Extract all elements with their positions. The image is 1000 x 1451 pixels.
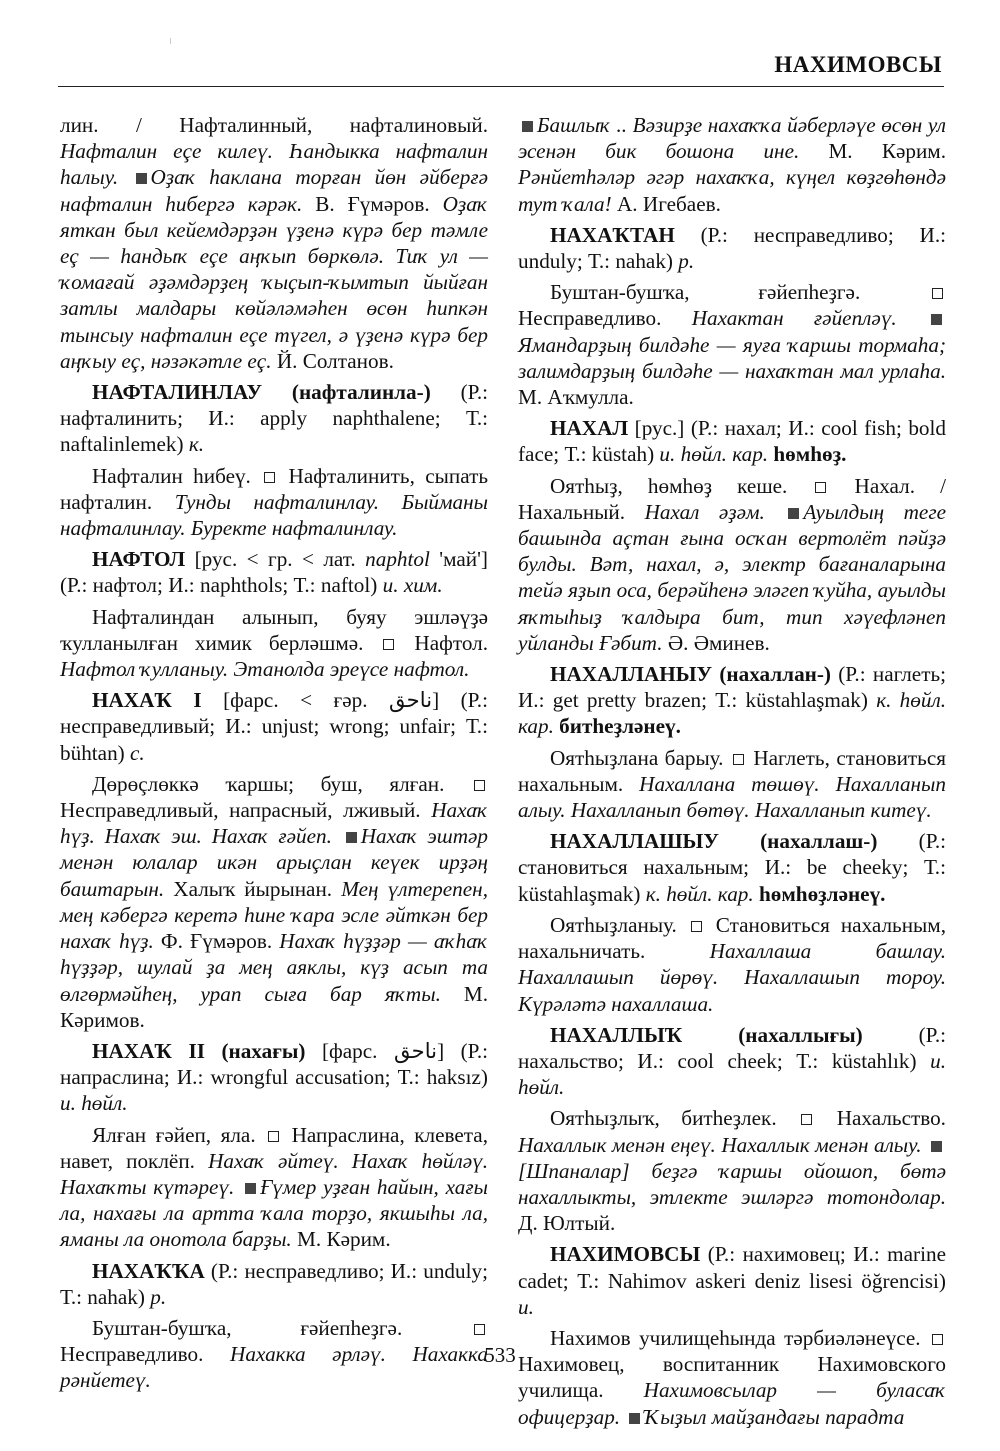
- entry-continuation: [60, 112, 488, 374]
- definition-text: Буштан-бушҡа, ғәйепһеҙгә.: [550, 280, 929, 305]
- citation-author: М. Кәрим.: [799, 139, 946, 164]
- definition-text: Нафталиндан алынып, буяу эшләүҙә ҡулланылған химик берләшмә.: [60, 604, 488, 655]
- entry-continuation: [518, 112, 946, 217]
- entry-header: [60, 1258, 488, 1310]
- example-text: Нафталин еçе килеү. Һандыкка нафталин һалыу.: [60, 139, 488, 190]
- entry-header: [60, 687, 488, 766]
- translations: [рус.] (Р.: нахал; И.: cool fish; bold face; Т.: küstah): [518, 416, 946, 467]
- arabic-word: ناحق: [388, 688, 433, 713]
- example-text: Нахаҡ эштәр менән юлалар икән арыçлан кеүек ирҙәң баштарын.: [60, 824, 488, 901]
- citation-author: В. Ғүмәров.: [302, 191, 443, 216]
- headword: НАФТОЛ: [92, 547, 186, 572]
- entry-body: [60, 604, 488, 683]
- russian-equivalent: Несправедливо.: [60, 1342, 231, 1367]
- citation-marker-icon: [245, 1183, 256, 1194]
- example-text: Оҙаҡ яткан был кейемдәрҙән үҙенә күрә бер тәмле еç — һандыҡ еçе аңҡып бөркөлә. Тиҡ ул — ҡомағай әҙәмдәрҙең ҡыҫып-ҡымтып йыйған затлы малдары көйәләмәһен өсөн һипкән тынсыу нафталин еçе түгел, ә үҙенә күрә бер аңҡыу еç, нәзәкәтле еç.: [60, 191, 488, 373]
- definition-text: Оятһыҙлана барыу.: [550, 745, 730, 770]
- definition-text: Буштан-бушҡа, ғәйепһеҙгә.: [92, 1315, 471, 1340]
- example-text: Оҙаҡ һаклана торған йөн әйберғә нафталин һибергә кәрәк.: [60, 165, 489, 216]
- russian-equivalent: Нафталинить, сыпать нафталин.: [60, 463, 488, 514]
- entry-header: [518, 222, 946, 274]
- russian-equivalent: Нахальство.: [815, 1106, 946, 1131]
- grammar-mark: и.: [518, 1294, 534, 1319]
- russian-equivalent: Нафтол.: [397, 630, 488, 655]
- entry-body: [518, 279, 946, 410]
- example-text: Ауылдың теге башында аçтан ғына осҡан вертолёт пәйҙә булды. Вәт, нахал, ә, электр бағаналарына тейә яҙып оса, берәйһенә эләгеп ҡуйһа, ауылды яҡтыһыҙ ҡалдыра бит, тип хәүефләнеп уйланды Ғәбит.: [518, 499, 946, 655]
- russian-equivalent: Напраслина, клевета, навет, поклёп.: [60, 1122, 489, 1173]
- russian-equivalent: Нахал. / Нахальный.: [518, 473, 946, 524]
- definition-text: Оятһыҙ, һөмһөҙ кеше.: [550, 473, 813, 498]
- translations: (Р.: наглеть; И.: get pretty brazen; Т.: küstahlaşmak): [518, 662, 946, 713]
- square-marker-icon: [474, 780, 485, 791]
- square-marker-icon: [733, 754, 744, 765]
- square-marker-icon: [691, 921, 702, 932]
- citation-marker-icon: [931, 1141, 942, 1152]
- citation-marker-icon: [931, 314, 942, 325]
- example-text: Ямандарҙың билдәһе — яуға ҡаршы тормаһа; залимдарҙың билдәһе — нахаҡтан мал урлаһа.: [518, 332, 946, 383]
- citation-author: Д. Юлтый.: [518, 1211, 616, 1236]
- entry-body: [518, 1105, 946, 1236]
- citation-author: Ф. Ғүмәров.: [153, 929, 280, 954]
- square-marker-icon: [383, 639, 394, 650]
- headword: НАФТАЛИНЛАУ (нафталинла-): [92, 380, 431, 405]
- square-marker-icon: [815, 482, 826, 493]
- example-text: Рәнйетһәләр әгәр нахаҡҡа, күңел көҙгөһөндә тут ҡала!: [518, 165, 946, 216]
- citation-marker-icon: [788, 508, 799, 519]
- square-marker-icon: [474, 1324, 485, 1335]
- page-number: 533: [484, 1343, 516, 1367]
- square-marker-icon: [932, 288, 943, 299]
- russian-equivalent: Наглеть, становиться нахальным.: [518, 745, 946, 796]
- entry-header: [60, 546, 488, 598]
- entry-header: [518, 661, 946, 740]
- example-text: Нахимовсылар — буласаҡ офицерҙар.: [518, 1378, 946, 1429]
- definition-text: Оятһыҙлыҡ, битһеҙлек.: [550, 1106, 799, 1131]
- entry-body: [518, 912, 946, 1017]
- square-marker-icon: [268, 1131, 279, 1142]
- citation-marker-icon: [522, 121, 533, 132]
- definition-text: Нахимов училищеһында тәрбиәләнеүсе.: [550, 1325, 929, 1350]
- example-text: Нахаллана төшөү. Нахалланып алыу. Нахалланып бөтөү. Нахалланып китеү.: [518, 771, 946, 823]
- translations: (Р.: несправедливо; И.: unduly; Т.: nahak): [518, 222, 946, 274]
- grammar-mark: с.: [130, 740, 145, 765]
- scan-mark: [170, 38, 171, 44]
- example-text: Башлыҡ .. Вәзирҙе нахаҡҡа йәберләүе өсөн ул эсенән бик бошона ине.: [518, 113, 946, 164]
- square-marker-icon: [264, 472, 275, 483]
- citation-author: Й. Солтанов.: [271, 348, 394, 373]
- translations: (Р.: нахальство; И.: cool cheek; Т.: küstahlık): [518, 1022, 946, 1073]
- example-text: Мең үлтерепен, мең кәбергә керетә һине ҡара эсле әйткән бер нахаҡ һүҙ.: [60, 876, 488, 954]
- example-text: Нахакка әрләү. Нахакка рәнйетеү.: [60, 1342, 489, 1393]
- entry-header: [518, 1022, 946, 1101]
- headword: НАХИМОВСЫ: [550, 1242, 701, 1267]
- definition-text: Дөрөçлөккә ҡаршы; буш, ялған.: [92, 771, 471, 796]
- headword: НАХАЛЛАНЫУ (нахаллан-): [550, 662, 831, 687]
- etymology-word: naphtol: [365, 547, 430, 572]
- example-text: Нахактан ғәйепләү.: [691, 306, 897, 331]
- grammar-mark: и. һөйл.: [518, 1048, 946, 1100]
- cross-reference: һөмһөҙ.: [773, 442, 847, 467]
- translations: (Р.: становиться нахальным; И.: be cheeky; Т.: küstahlaşmak): [518, 829, 947, 906]
- entry-header: [518, 828, 946, 907]
- entry-body: [518, 473, 946, 656]
- headword: НАХАҠТАН: [550, 222, 675, 247]
- translations: (Р.: несправедливо; И.: unduly; Т.: nahak): [60, 1258, 488, 1309]
- citation-author: Ә. Әминев.: [662, 630, 770, 655]
- russian-equivalent: Несправедливо.: [518, 306, 692, 331]
- entry-body: [518, 745, 946, 824]
- russian-equivalent: Нахимовец, воспитанник Нахимовского училища.: [518, 1352, 946, 1403]
- russian-equivalent: Несправедливый, напрасный, лживый.: [60, 798, 432, 823]
- headword: НАХАЛЛАШЫУ (нахаллаш-): [550, 829, 878, 854]
- headword: НАХАҠҠА: [92, 1258, 205, 1283]
- right-column: [518, 112, 946, 1435]
- translations: (Р.: нафталинить; И.: apply naphthalene; Т.: naftalinlemek): [60, 380, 488, 457]
- header-rule: [58, 86, 944, 87]
- translations: (Р.: нахимовец; И.: marine cadet; Т.: Nahimov askeri deniz lisesi öğrencisi): [518, 1242, 946, 1293]
- example-text: Нахаҡ һүҙҙәр — аҡһаҡ һүҙҙәр, шулай ҙа мең аяклы, күҙ асып та өлгөрмәйһең, урап сыға бар яҡты.: [60, 929, 488, 1006]
- example-text: Ғүмер уҙған һайын, хағы ла, нахағы ла артта ҡала торҙо, якшыһы ла, яманы ла онотола барҙы.: [60, 1174, 488, 1252]
- etymology: [фарс. < ғәр.: [201, 688, 389, 713]
- definition-text: лин. / Нафталинный, нафталиновый.: [60, 113, 488, 137]
- grammar-mark: и. һөйл.: [60, 1091, 128, 1116]
- example-text: Ҡыҙыл майҙандағы парадта: [644, 1404, 905, 1429]
- grammar-mark: и. һөйл. кар.: [659, 442, 774, 467]
- translations: ] (Р.: несправедливый; И.: unjust; wrong; unfair; Т.: bühtan): [60, 688, 488, 765]
- translations: 'май'] (Р.: нафтол; И.: naphthols; Т.: naftol): [60, 547, 488, 598]
- entry-body: [518, 1325, 946, 1430]
- example-text: Нахаллык менән еңеү. Нахаллык менән алыу.: [518, 1132, 922, 1157]
- running-head: НАХИМОВСЫ: [774, 52, 942, 77]
- entry-body: [60, 1122, 488, 1253]
- entry-header: [518, 415, 946, 467]
- definition-text: Ялған ғәйеп, яла.: [92, 1122, 266, 1147]
- example-text: Нахаҡ әйтеү. Нахаҡ һөйләү. Нахаҡты күтәреү.: [60, 1148, 489, 1199]
- grammar-mark: р.: [678, 249, 695, 274]
- citation-author: М. Кәрим.: [291, 1227, 391, 1252]
- example-text: [Шпаналар] беҙгә ҡаршы ойошоп, бөтә нахаллыкты, этлекте эшләргә тотондолар.: [518, 1158, 946, 1209]
- example-text: Нахаҡ һүҙ. Нахаҡ эш. Нахаҡ ғәйеп.: [60, 798, 488, 849]
- grammar-mark: к. һөйл. кар.: [518, 688, 946, 739]
- definition-text: Оятһыҙланыу.: [550, 912, 688, 937]
- grammar-mark: к.: [188, 432, 205, 457]
- citation-author: А. Игебаев.: [611, 191, 721, 216]
- headword: НАХАЛ: [550, 416, 629, 441]
- example-text: Нахал әҙәм.: [644, 499, 765, 524]
- russian-equivalent: Становиться нахальным, нахальничать.: [518, 912, 946, 964]
- grammar-mark: р.: [150, 1284, 167, 1309]
- citation-author: Халыҡ йырынан.: [164, 876, 342, 901]
- citation-marker-icon: [346, 832, 357, 843]
- example-text: Нахаллаша башлау. Нахаллашып йөрөү. Нахаллашып тороу. Күрәләтә нахаллаша.: [518, 939, 946, 1016]
- left-column: [60, 112, 488, 1399]
- example-text: Нафтол ҡулланыу. Этанолда эреүсе нафтол.: [60, 657, 470, 682]
- cross-reference: битһеҙләнеү.: [559, 714, 681, 739]
- etymology: [фарс.: [305, 1038, 394, 1063]
- arabic-word: ناحق: [393, 1038, 438, 1063]
- grammar-mark: к. һөйл. кар.: [645, 881, 759, 906]
- cross-reference: һөмһөҙләнеү.: [758, 881, 886, 906]
- square-marker-icon: [801, 1114, 812, 1125]
- definition-text: Нафталин һибеү.: [92, 463, 262, 488]
- citation-marker-icon: [136, 173, 147, 184]
- translations: ] (Р.: напраслина; И.: wrongful accusation; Т.: haksız): [60, 1038, 488, 1090]
- grammar-mark: и. хим.: [382, 573, 443, 598]
- entry-body: [60, 771, 488, 1033]
- etymology: [рус. < гр. < лат.: [185, 547, 366, 572]
- entry-header: [60, 1038, 488, 1117]
- entry-body: [60, 463, 488, 542]
- headword: НАХАҠ I: [92, 688, 202, 713]
- citation-author: М. Аҡмулла.: [518, 385, 634, 410]
- headword: НАХАҠ II (нахағы): [92, 1038, 306, 1063]
- entry-header: [518, 1241, 946, 1320]
- citation-marker-icon: [629, 1413, 640, 1424]
- example-text: Тунды нафталинлау. Быйманы нафталинлау. Буректе нафталинлау.: [60, 489, 488, 541]
- entry-header: [60, 379, 488, 458]
- citation-author: М. Кәримов.: [60, 981, 489, 1032]
- headword: НАХАЛЛЫҠ (нахаллығы): [550, 1022, 863, 1047]
